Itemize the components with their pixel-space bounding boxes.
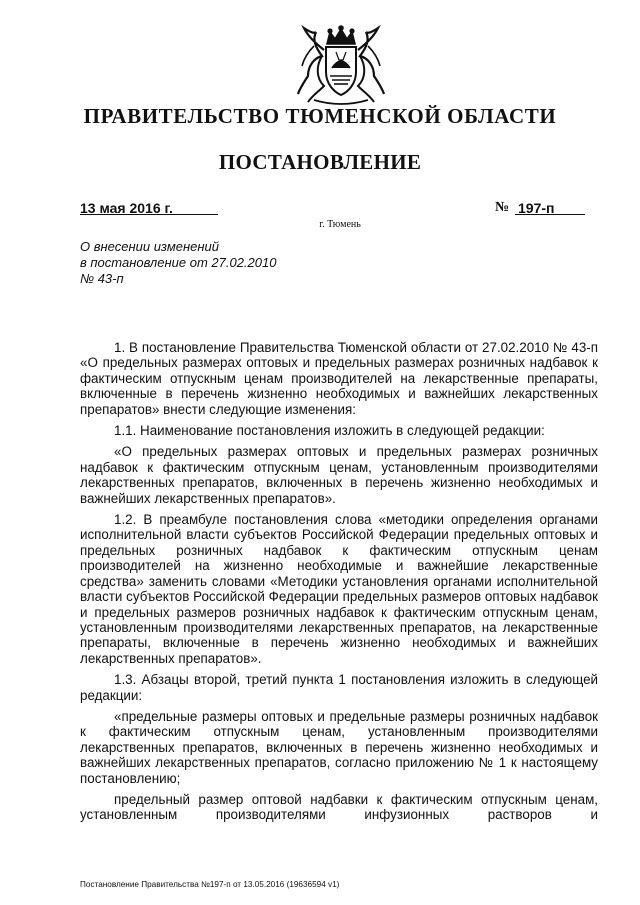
document-number: 197-п xyxy=(518,200,555,216)
body-paragraph: «О предельных размерах оптовых и предельных размерах розничных надбавок к фактическим отпускным ценам, установленным производителями лекарственных препаратов, включенных в перечень жизненно необходимых и важнейших лекарственных препаратов». xyxy=(80,444,598,506)
body-paragraph: 1.3. Абзацы второй, третий пункта 1 постановления изложить в следующей редакции: xyxy=(80,672,598,703)
document-body xyxy=(80,340,598,829)
body-paragraph: 1.2. В преамбуле постановления слова «методики определения органами исполнительной власти субъектов Российской Федерации предельных оптовых и предельных розничных надбавок к фактическим отпускным ценам производителей на жизненно необходимые и важнейшие лекарственные средства» заменить словами «Методики установления органами исполнительной власти субъектов Российской Федерации предельных размеров оптовых надбавок и предельных размеров розничных надбавок к фактическим отпускным ценам, установленным производителями лекарственных препаратов, на лекарственные препараты, включенные в перечень жизненно необходимых и важнейших лекарственных препаратов». xyxy=(80,512,598,666)
city-label: г. Тюмень xyxy=(319,219,361,230)
number-underline xyxy=(515,214,585,215)
document-type-title: ПОСТАНОВЛЕНИЕ xyxy=(218,150,422,174)
subject-line: О внесении изменений xyxy=(80,239,219,254)
date-underline xyxy=(80,214,218,215)
body-paragraph: «предельные размеры оптовых и предельные размеры розничных надбавок к фактическим отпускным ценам, установленным производителями лекарственных препаратов, включенных в перечень жизненно необходимых и важнейших лекарственных препаратов, согласно приложению № 1 к настоящему постановлению; xyxy=(80,708,598,786)
coat-of-arms-emblem xyxy=(294,22,388,106)
document-subject xyxy=(80,239,380,287)
subject-line: в постановление от 27.02.2010 xyxy=(80,255,277,270)
body-paragraph: 1. В постановление Правительства Тюменской области от 27.02.2010 № 43-п «О предельных размерах оптовых и предельных размерах розничных надбавок к фактическим отпускным ценам производителей на лекарственные препараты, включенные в перечень жизненно необходимых и важнейших лекарственных препаратов» внести следующие изменения: xyxy=(80,340,598,417)
body-paragraph: предельный размер оптовой надбавки к фактическим отпускным ценам, установленным производителями инфузионных растворов и xyxy=(80,791,598,823)
page-footer: Постановление Правительства №197-п от 13.05.2016 (19636594 v1) xyxy=(80,880,340,889)
body-paragraph: 1.1. Наименование постановления изложить в следующей редакции: xyxy=(114,423,545,439)
number-prefix: № xyxy=(495,200,510,215)
subject-line: № 43-п xyxy=(80,271,124,286)
organization-title: ПРАВИТЕЛЬСТВО ТЮМЕНСКОЙ ОБЛАСТИ xyxy=(83,104,557,128)
document-date: 13 мая 2016 г. xyxy=(80,200,173,216)
